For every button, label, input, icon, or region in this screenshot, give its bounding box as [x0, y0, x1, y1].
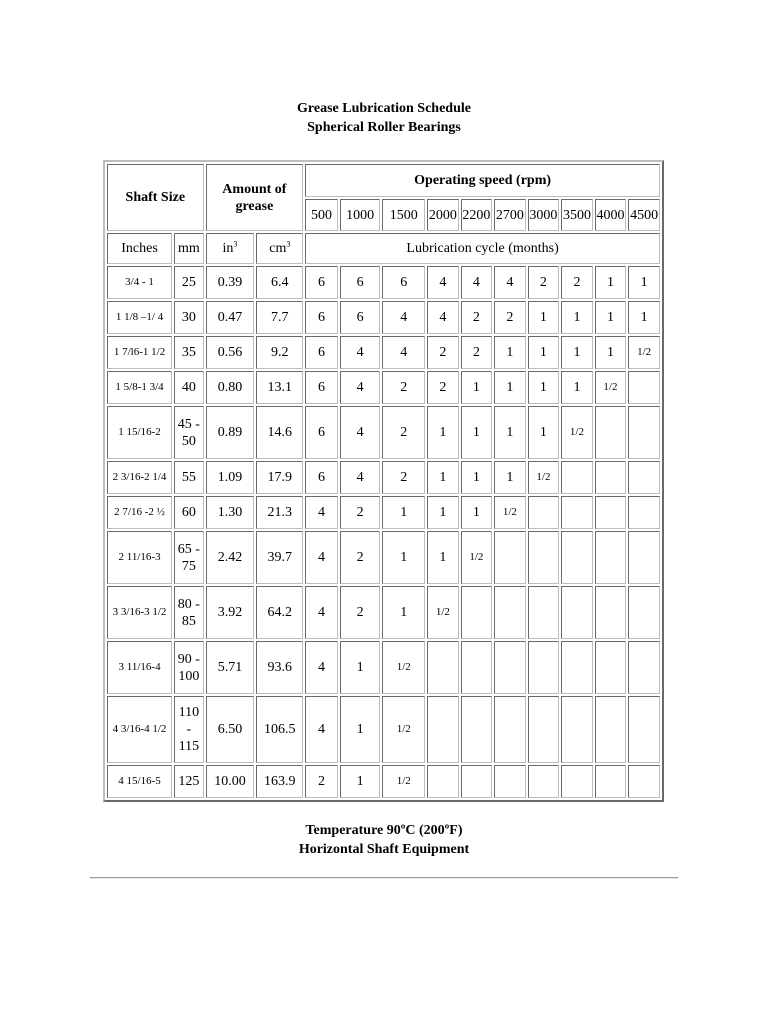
lubrication-cycle-cell: 2: [305, 765, 338, 798]
shaft-size-mm-cell: 30: [174, 301, 203, 334]
lubrication-cycle-cell: [528, 765, 560, 798]
speed-header-cell: 3500: [561, 199, 593, 231]
grease-cm3-cell: 64.2: [256, 586, 303, 639]
lubrication-cycle-cell: 6: [305, 266, 338, 299]
lubrication-cycle-cell: 2: [340, 531, 381, 584]
lubrication-cycle-cell: 4: [305, 531, 338, 584]
lubrication-cycle-cell: [628, 371, 660, 404]
lubrication-cycle-cell: [628, 696, 660, 763]
lubrication-cycle-cell: [528, 696, 560, 763]
table-row: [107, 496, 660, 529]
lubrication-cycle-cell: 1: [494, 406, 526, 459]
lubrication-cycle-cell: [628, 765, 660, 798]
title-line-1: Grease Lubrication Schedule: [297, 101, 471, 116]
table-row: [107, 641, 660, 694]
grease-in3-cell: 0.39: [206, 266, 255, 299]
shaft-size-inches-cell: 2 11/16-3: [107, 531, 172, 584]
lubrication-cycle-cell: [494, 641, 526, 694]
lubrication-cycle-cell: 6: [305, 301, 338, 334]
lubrication-cycle-cell: 2: [528, 266, 560, 299]
in3-unit: in: [222, 241, 234, 256]
lubrication-cycle-cell: [595, 586, 627, 639]
lubrication-cycle-cell: 2: [427, 371, 459, 404]
lubrication-cycle-cell: 4: [340, 371, 381, 404]
lubrication-cycle-cell: 2: [382, 461, 425, 494]
shaft-size-mm-cell: 110 - 115: [174, 696, 203, 763]
lubrication-cycle-cell: 4: [494, 266, 526, 299]
lubrication-cycle-cell: 4: [461, 266, 493, 299]
speed-header-cell: 3000: [528, 199, 560, 231]
table-row: [107, 461, 660, 494]
lubrication-cycle-cell: 1: [628, 301, 660, 334]
lubrication-cycle-cell: [461, 765, 493, 798]
lubrication-cycle-cell: 2: [382, 371, 425, 404]
table-row: [107, 371, 660, 404]
lubrication-cycle-cell: 1/2: [382, 641, 425, 694]
lubrication-cycle-cell: 1: [382, 531, 425, 584]
lubrication-cycle-cell: [595, 461, 627, 494]
lubrication-cycle-cell: 1: [595, 301, 627, 334]
lubrication-cycle-header: Lubrication cycle (months): [305, 233, 660, 264]
shaft-size-mm-cell: 80 - 85: [174, 586, 203, 639]
grease-cm3-cell: 21.3: [256, 496, 303, 529]
lubrication-cycle-cell: [595, 496, 627, 529]
lubrication-cycle-cell: 1/2: [382, 765, 425, 798]
grease-cm3-cell: 39.7: [256, 531, 303, 584]
lubrication-cycle-cell: [628, 461, 660, 494]
shaft-size-inches-cell: 2 7/16 -2 ½: [107, 496, 172, 529]
lubrication-cycle-cell: 6: [305, 406, 338, 459]
lubrication-cycle-cell: [461, 696, 493, 763]
lubrication-cycle-cell: 6: [340, 301, 381, 334]
lubrication-cycle-cell: 4: [305, 641, 338, 694]
speed-header-cell: 500: [305, 199, 338, 231]
lubrication-cycle-cell: [628, 641, 660, 694]
lubrication-cycle-cell: [461, 586, 493, 639]
shaft-size-inches-cell: 1 5/8-1 3/4: [107, 371, 172, 404]
shaft-size-mm-cell: 40: [174, 371, 203, 404]
grease-cm3-cell: 9.2: [256, 336, 303, 369]
lubrication-cycle-cell: 4: [382, 301, 425, 334]
shaft-size-inches-cell: 3/4 - 1: [107, 266, 172, 299]
lubrication-cycle-cell: 4: [305, 696, 338, 763]
lubrication-cycle-cell: 2: [461, 336, 493, 369]
lubrication-cycle-cell: 1: [427, 406, 459, 459]
lubrication-cycle-cell: 6: [305, 461, 338, 494]
operating-speed-header: Operating speed (rpm): [305, 164, 660, 197]
lubrication-cycle-cell: 1: [340, 696, 381, 763]
grease-in3-cell: 0.89: [206, 406, 255, 459]
grease-in3-cell: 1.09: [206, 461, 255, 494]
lubrication-cycle-cell: 1: [461, 496, 493, 529]
mm-header: mm: [174, 233, 203, 264]
lubrication-cycle-cell: 4: [427, 266, 459, 299]
lubrication-cycle-cell: 1: [427, 496, 459, 529]
grease-in3-cell: 10.00: [206, 765, 255, 798]
shaft-size-inches-cell: 1 7/l6-1 1/2: [107, 336, 172, 369]
lubrication-cycle-cell: 6: [305, 336, 338, 369]
lubrication-cycle-cell: 2: [461, 301, 493, 334]
lubrication-cycle-cell: 1: [340, 765, 381, 798]
shaft-size-header: Shaft Size: [107, 164, 204, 231]
grease-in3-cell: 6.50: [206, 696, 255, 763]
cm3-header: [256, 233, 303, 264]
grease-in3-cell: 0.47: [206, 301, 255, 334]
lubrication-cycle-cell: [561, 531, 593, 584]
lubrication-cycle-cell: 4: [340, 336, 381, 369]
grease-cm3-cell: 106.5: [256, 696, 303, 763]
lubrication-cycle-cell: 2: [561, 266, 593, 299]
lubrication-cycle-cell: [595, 765, 627, 798]
lubrication-cycle-cell: 1: [382, 586, 425, 639]
lubrication-cycle-cell: 1: [528, 301, 560, 334]
grease-cm3-cell: 6.4: [256, 266, 303, 299]
lubrication-cycle-cell: [561, 641, 593, 694]
lubrication-cycle-cell: 1: [628, 266, 660, 299]
shaft-size-inches-cell: 1 1/8 –1/ 4: [107, 301, 172, 334]
lubrication-cycle-cell: 1: [494, 336, 526, 369]
lubrication-cycle-cell: [427, 641, 459, 694]
lubrication-cycle-cell: 1: [528, 371, 560, 404]
lubrication-cycle-cell: [628, 406, 660, 459]
shaft-size-inches-cell: 2 3/16-2 1/4: [107, 461, 172, 494]
table-row: [107, 406, 660, 459]
lubrication-cycle-cell: 1: [595, 266, 627, 299]
lubrication-cycle-cell: [628, 496, 660, 529]
lubrication-cycle-cell: 2: [340, 586, 381, 639]
shaft-size-inches-cell: 1 15/16-2: [107, 406, 172, 459]
shaft-size-mm-cell: 35: [174, 336, 203, 369]
lubrication-cycle-cell: [561, 586, 593, 639]
units-row: [107, 233, 660, 264]
footer-line-1: Temperature 90ºC (200ºF): [305, 823, 463, 838]
grease-in3-cell: 0.56: [206, 336, 255, 369]
shaft-size-inches-cell: 4 3/16-4 1/2: [107, 696, 172, 763]
shaft-size-mm-cell: 45 - 50: [174, 406, 203, 459]
table-row: [107, 336, 660, 369]
in3-exponent: 3: [233, 239, 238, 249]
speed-header-cell: 2000: [427, 199, 459, 231]
grease-in3-cell: 3.92: [206, 586, 255, 639]
lubrication-cycle-cell: 4: [427, 301, 459, 334]
shaft-size-mm-cell: 55: [174, 461, 203, 494]
grease-in3-cell: 2.42: [206, 531, 255, 584]
grease-cm3-cell: 163.9: [256, 765, 303, 798]
title-line-2: Spherical Roller Bearings: [307, 120, 461, 135]
lubrication-cycle-cell: 1: [528, 406, 560, 459]
lubrication-cycle-cell: 2: [382, 406, 425, 459]
lubrication-cycle-cell: 2: [427, 336, 459, 369]
lubrication-cycle-cell: 1/2: [382, 696, 425, 763]
amount-of-grease-header: Amount of grease: [206, 164, 304, 231]
footer-line-2: Horizontal Shaft Equipment: [298, 842, 470, 857]
lubrication-cycle-cell: [494, 531, 526, 584]
lubrication-cycle-cell: [595, 406, 627, 459]
speed-header-cell: 2700: [494, 199, 526, 231]
lubrication-cycle-cell: 1/2: [561, 406, 593, 459]
lubrication-cycle-cell: [528, 586, 560, 639]
shaft-size-inches-cell: 3 3/16-3 1/2: [107, 586, 172, 639]
table-row: [107, 586, 660, 639]
speed-header-cell: 1000: [340, 199, 381, 231]
lubrication-cycle-cell: 1: [561, 336, 593, 369]
lubrication-cycle-cell: [461, 641, 493, 694]
grease-cm3-cell: 13.1: [256, 371, 303, 404]
horizontal-divider: [90, 877, 678, 879]
lubrication-cycle-cell: 1/2: [628, 336, 660, 369]
lubrication-cycle-cell: 2: [494, 301, 526, 334]
speed-header-cell: 4500: [628, 199, 660, 231]
speed-header-cell: 2200: [461, 199, 493, 231]
lubrication-cycle-cell: 1: [595, 336, 627, 369]
lubrication-cycle-cell: 4: [340, 461, 381, 494]
lubrication-cycle-cell: [528, 641, 560, 694]
inches-header: Inches: [107, 233, 172, 264]
lubrication-cycle-cell: [628, 531, 660, 584]
lubrication-schedule-table: [103, 160, 664, 802]
in3-header: [206, 233, 255, 264]
lubrication-cycle-cell: 6: [340, 266, 381, 299]
lubrication-cycle-cell: 1/2: [427, 586, 459, 639]
table-row: [107, 266, 660, 299]
lubrication-cycle-cell: 1: [461, 406, 493, 459]
lubrication-cycle-cell: 4: [305, 586, 338, 639]
lubrication-cycle-cell: [561, 765, 593, 798]
lubrication-cycle-cell: 1/2: [461, 531, 493, 584]
lubrication-cycle-cell: [628, 586, 660, 639]
shaft-size-inches-cell: 3 11/16-4: [107, 641, 172, 694]
lubrication-cycle-cell: 1: [494, 371, 526, 404]
table-row: [107, 301, 660, 334]
lubrication-cycle-cell: [561, 461, 593, 494]
cm3-exponent: 3: [286, 239, 291, 249]
shaft-size-mm-cell: 125: [174, 765, 203, 798]
lubrication-cycle-cell: 4: [340, 406, 381, 459]
lubrication-cycle-cell: 1: [561, 301, 593, 334]
shaft-size-mm-cell: 60: [174, 496, 203, 529]
lubrication-cycle-cell: 1: [494, 461, 526, 494]
table-row: [107, 765, 660, 798]
lubrication-cycle-cell: [595, 641, 627, 694]
lubrication-cycle-cell: 6: [382, 266, 425, 299]
table-footer: [0, 821, 768, 859]
lubrication-cycle-cell: 1: [427, 531, 459, 584]
header-row-1: [107, 164, 660, 197]
grease-cm3-cell: 93.6: [256, 641, 303, 694]
lubrication-cycle-cell: 1/2: [528, 461, 560, 494]
lubrication-cycle-cell: [561, 496, 593, 529]
lubrication-cycle-cell: 1: [461, 371, 493, 404]
lubrication-cycle-cell: [427, 765, 459, 798]
lubrication-cycle-cell: [494, 586, 526, 639]
lubrication-cycle-cell: 4: [382, 336, 425, 369]
lubrication-cycle-cell: 4: [305, 496, 338, 529]
shaft-size-mm-cell: 90 - 100: [174, 641, 203, 694]
lubrication-cycle-cell: [494, 696, 526, 763]
document-title: [0, 99, 768, 137]
shaft-size-inches-cell: 4 15/16-5: [107, 765, 172, 798]
grease-cm3-cell: 17.9: [256, 461, 303, 494]
lubrication-cycle-cell: 1: [561, 371, 593, 404]
table-row: [107, 531, 660, 584]
lubrication-cycle-cell: 1/2: [595, 371, 627, 404]
lubrication-cycle-cell: 1: [340, 641, 381, 694]
lubrication-cycle-cell: 1: [461, 461, 493, 494]
lubrication-cycle-cell: 1: [382, 496, 425, 529]
grease-in3-cell: 1.30: [206, 496, 255, 529]
grease-cm3-cell: 14.6: [256, 406, 303, 459]
lubrication-cycle-cell: [427, 696, 459, 763]
speed-header-cell: 4000: [595, 199, 627, 231]
grease-in3-cell: 0.80: [206, 371, 255, 404]
lubrication-cycle-cell: 1: [528, 336, 560, 369]
lubrication-cycle-cell: [561, 696, 593, 763]
grease-in3-cell: 5.71: [206, 641, 255, 694]
grease-cm3-cell: 7.7: [256, 301, 303, 334]
lubrication-cycle-cell: [528, 496, 560, 529]
lubrication-cycle-cell: 2: [340, 496, 381, 529]
shaft-size-mm-cell: 65 - 75: [174, 531, 203, 584]
table-row: [107, 696, 660, 763]
speed-header-cell: 1500: [382, 199, 425, 231]
lubrication-cycle-cell: 1: [427, 461, 459, 494]
cm3-unit: cm: [269, 241, 287, 256]
lubrication-cycle-cell: [595, 531, 627, 584]
lubrication-cycle-cell: 1/2: [494, 496, 526, 529]
shaft-size-mm-cell: 25: [174, 266, 203, 299]
lubrication-cycle-cell: 6: [305, 371, 338, 404]
lubrication-cycle-cell: [595, 696, 627, 763]
lubrication-cycle-cell: [528, 531, 560, 584]
lubrication-cycle-cell: [494, 765, 526, 798]
